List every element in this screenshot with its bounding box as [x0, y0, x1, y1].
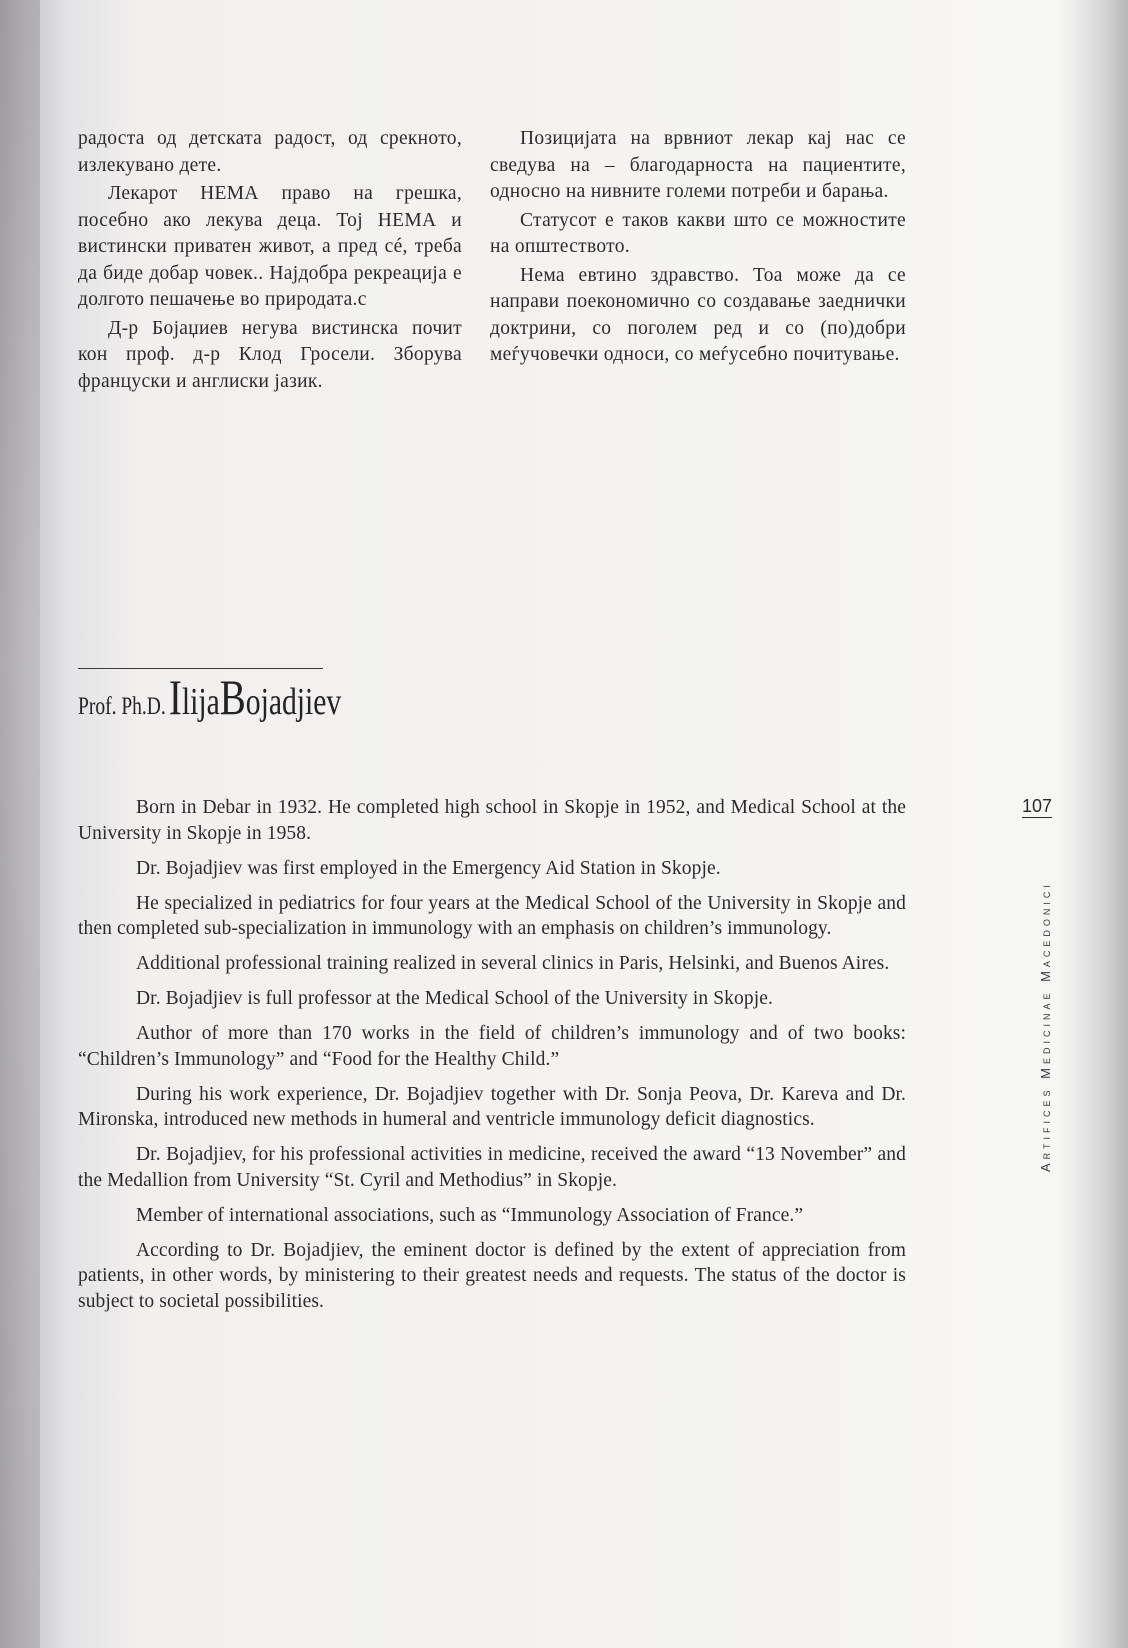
first-name-rest: lija — [181, 681, 220, 723]
paragraph: Д-р Бојаџиев негува вистинска почит кон проф. д-р Клод Гросели. Зборува француски и англиски јазик. — [78, 317, 462, 392]
page-number: 107 — [1022, 796, 1053, 816]
biography-heading — [78, 669, 342, 725]
title-prefix: Prof. Ph.D. — [78, 693, 166, 720]
bio-paragraph: Dr. Bojadjiev was first employed in the Emergency Aid Station in Skopje. — [136, 857, 721, 879]
last-name-rest: ojadjiev — [245, 681, 342, 723]
bio-paragraph: Dr. Bojadjiev, for his professional activities in medicine, received the award “13 November” and the Medallion from University “St. Cyril and Methodius” in Skopje. — [78, 1144, 906, 1191]
bio-paragraph: According to Dr. Bojadjiev, the eminent doctor is defined by the extent of appreciation from patients, in other words, by ministering to their greatest needs and requests. The status of the doctor is subject to societal possibilities. — [78, 1239, 906, 1312]
heading-rule — [78, 668, 323, 669]
macedonian-text-right-column — [490, 126, 906, 371]
bio-paragraph: He specialized in pediatrics for four years at the Medical School of the University in Skopje and then completed sub-specialization in immunology with an emphasis on children’s immunology. — [78, 892, 906, 939]
bio-paragraph: During his work experience, Dr. Bojadjiev together with Dr. Sonja Peova, Dr. Kareva and Dr. Mironska, introduced new methods in humeral and ventricle immunology deficit diagnostics. — [78, 1083, 906, 1130]
macedonian-text-left-column — [78, 126, 462, 397]
english-biography — [78, 795, 906, 1324]
bio-paragraph: Author of more than 170 works in the field of children’s immunology and of two books: “Children’s Immunology” and “Food for the Healthy Child.” — [78, 1023, 906, 1070]
paragraph: Лекарот НЕМА право на грешка, посебно ако лекува деца. Тој НЕМА и вистински приватен живот, а пред сé, треба да биде добар човек.. Најдобра рекреација е долгото пешачење во природата.с — [78, 183, 462, 310]
paragraph: Позицијата на врвниот лекар кај нас се сведува на – благодарноста на пациентите, односно на нивните големи потреби и барања. — [490, 128, 906, 202]
bio-paragraph: Member of international associations, such as “Immunology Association of France.” — [136, 1204, 804, 1226]
paragraph: Статусот е таков какви што се можностите на општеството. — [490, 209, 906, 257]
bio-paragraph: Dr. Bojadjiev is full professor at the Medical School of the University in Skopje. — [136, 988, 773, 1009]
last-initial: B — [219, 669, 246, 725]
paragraph: Нема евтино здравство. Тоа може да се направи поекономично со создавање заеднички доктрини, со поголем ред и со (по)добри меѓучовечки односи, со меѓусебно почитување. — [490, 264, 906, 365]
paragraph: радоста од детската радост, од срекното, излекувано дете. — [78, 128, 462, 176]
bio-paragraph: Born in Debar in 1932. He completed high school in Skopje in 1952, and Medical School at the University in Skopje in 1958. — [78, 797, 906, 844]
first-initial: I — [168, 669, 182, 725]
running-title: Artifices Medicinae Macedonici — [1038, 881, 1053, 1172]
bio-paragraph: Additional professional training realized in several clinics in Paris, Helsinki, and Buenos Aires. — [136, 953, 890, 974]
